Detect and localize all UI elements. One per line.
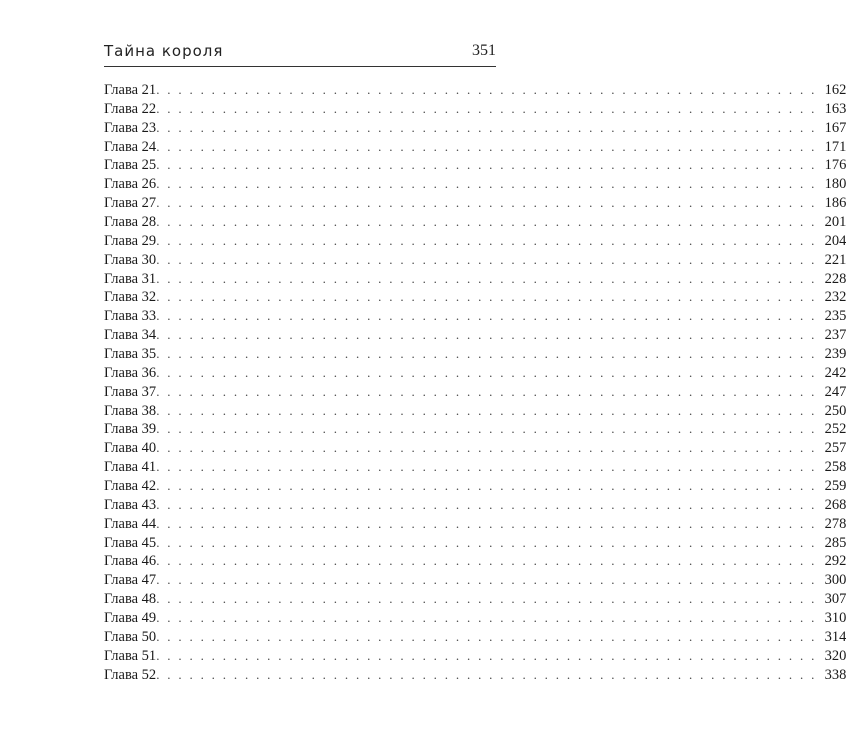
toc-chapter-label: Глава 34 xyxy=(104,327,157,344)
toc-page-number: 201 xyxy=(824,214,846,231)
toc-chapter-label: Глава 26 xyxy=(104,176,157,193)
toc-page-number: 235 xyxy=(824,308,846,325)
toc-page-number: 338 xyxy=(824,666,846,683)
toc-chapter-label: Глава 30 xyxy=(104,251,157,268)
toc-page-number: 228 xyxy=(824,270,846,287)
toc-page-number: 171 xyxy=(824,138,846,155)
toc-entry xyxy=(104,421,846,440)
toc-entry xyxy=(104,308,846,327)
toc-chapter-label: Глава 49 xyxy=(104,610,157,627)
toc-entry xyxy=(104,195,846,214)
toc-page-number: 307 xyxy=(824,591,846,608)
toc-chapter-label: Глава 44 xyxy=(104,515,157,532)
toc-chapter-label: Глава 43 xyxy=(104,496,157,513)
toc-chapter-label: Глава 27 xyxy=(104,195,157,212)
toc-dot-leader: . . . . . . . . . . . . . . . . . . . . . . . . . . . . . . . . . . . . . . . . . . . . . . . . . . . . . . . . . . . . xyxy=(156,119,817,135)
toc-page-number: 314 xyxy=(824,628,846,645)
toc-page-number: 250 xyxy=(824,402,846,419)
toc-page-number: 278 xyxy=(824,515,846,532)
toc-page-number: 258 xyxy=(824,459,846,476)
toc-entry xyxy=(104,327,846,346)
toc-entry xyxy=(104,478,846,497)
toc-entry xyxy=(104,138,846,158)
toc-dot-leader: . . . . . . . . . . . . . . . . . . . . . . . . . . . . . . . . . . . . . . . . . . . . . . . . . . . . . . . . . . . . xyxy=(156,232,817,248)
toc-dot-leader: . . . . . . . . . . . . . . . . . . . . . . . . . . . . . . . . . . . . . . . . . . . . . . . . . . . . . . . . . . . . xyxy=(156,478,817,494)
toc-entry xyxy=(104,440,846,459)
toc-dot-leader: . . . . . . . . . . . . . . . . . . . . . . . . . . . . . . . . . . . . . . . . . . . . . . . . . . . . . . . . . . . . xyxy=(156,251,817,267)
toc-entry xyxy=(104,666,846,686)
toc-entry xyxy=(104,534,846,554)
toc-chapter-label: Глава 40 xyxy=(104,440,157,457)
toc-page-number: 320 xyxy=(824,647,846,664)
toc-dot-leader: . . . . . . . . . . . . . . . . . . . . . . . . . . . . . . . . . . . . . . . . . . . . . . . . . . . . . . . . . . . . xyxy=(156,176,817,192)
toc-page-number: 186 xyxy=(824,195,846,212)
toc-entry xyxy=(104,82,846,101)
toc-chapter-label: Глава 50 xyxy=(104,628,157,645)
toc-dot-leader: . . . . . . . . . . . . . . . . . . . . . . . . . . . . . . . . . . . . . . . . . . . . . . . . . . . . . . . . . . . . xyxy=(156,402,817,418)
toc-dot-leader: . . . . . . . . . . . . . . . . . . . . . . . . . . . . . . . . . . . . . . . . . . . . . . . . . . . . . . . . . . . . xyxy=(156,534,817,550)
toc-dot-leader: . . . . . . . . . . . . . . . . . . . . . . . . . . . . . . . . . . . . . . . . . . . . . . . . . . . . . . . . . . . . xyxy=(156,628,817,644)
toc-chapter-label: Глава 24 xyxy=(104,138,157,155)
toc-chapter-label: Глава 21 xyxy=(104,82,157,98)
header-rule xyxy=(104,66,496,67)
toc-dot-leader: . . . . . . . . . . . . . . . . . . . . . . . . . . . . . . . . . . . . . . . . . . . . . . . . . . . . . . . . . . . . xyxy=(156,610,817,626)
toc-chapter-label: Глава 39 xyxy=(104,421,157,438)
toc-chapter-label: Глава 52 xyxy=(104,666,157,683)
toc-chapter-label: Глава 46 xyxy=(104,553,157,570)
toc-entry xyxy=(104,402,846,422)
toc-page-number: 300 xyxy=(824,572,846,589)
toc-dot-leader: . . . . . . . . . . . . . . . . . . . . . . . . . . . . . . . . . . . . . . . . . . . . . . . . . . . . . . . . . . . . xyxy=(156,666,817,682)
toc-page-number: 247 xyxy=(824,383,846,400)
toc-page-number: 204 xyxy=(824,232,846,249)
toc-dot-leader: . . . . . . . . . . . . . . . . . . . . . . . . . . . . . . . . . . . . . . . . . . . . . . . . . . . . . . . . . . . . xyxy=(156,496,817,512)
toc-chapter-label: Глава 47 xyxy=(104,572,157,589)
toc-chapter-label: Глава 36 xyxy=(104,364,157,381)
toc-chapter-label: Глава 45 xyxy=(104,534,157,551)
toc-entry xyxy=(104,496,846,516)
toc-dot-leader: . . . . . . . . . . . . . . . . . . . . . . . . . . . . . . . . . . . . . . . . . . . . . . . . . . . . . . . . . . . . xyxy=(156,270,817,286)
toc-page-number: 163 xyxy=(824,100,846,117)
toc-chapter-label: Глава 22 xyxy=(104,100,157,117)
toc-entry xyxy=(104,214,846,233)
toc-chapter-label: Глава 28 xyxy=(104,214,157,231)
toc-chapter-label: Глава 48 xyxy=(104,591,157,608)
toc-entry xyxy=(104,383,846,403)
toc-dot-leader: . . . . . . . . . . . . . . . . . . . . . . . . . . . . . . . . . . . . . . . . . . . . . . . . . . . . . . . . . . . . xyxy=(156,82,817,97)
toc-dot-leader: . . . . . . . . . . . . . . . . . . . . . . . . . . . . . . . . . . . . . . . . . . . . . . . . . . . . . . . . . . . . xyxy=(156,289,817,305)
running-head xyxy=(104,42,496,66)
toc-chapter-label: Глава 29 xyxy=(104,232,157,249)
toc-dot-leader: . . . . . . . . . . . . . . . . . . . . . . . . . . . . . . . . . . . . . . . . . . . . . . . . . . . . . . . . . . . . xyxy=(156,591,817,607)
toc-page-number: 180 xyxy=(824,176,846,193)
toc-dot-leader: . . . . . . . . . . . . . . . . . . . . . . . . . . . . . . . . . . . . . . . . . . . . . . . . . . . . . . . . . . . . xyxy=(156,308,817,324)
toc-dot-leader: . . . . . . . . . . . . . . . . . . . . . . . . . . . . . . . . . . . . . . . . . . . . . . . . . . . . . . . . . . . . xyxy=(156,157,817,173)
toc-chapter-label: Глава 42 xyxy=(104,478,157,495)
toc-dot-leader: . . . . . . . . . . . . . . . . . . . . . . . . . . . . . . . . . . . . . . . . . . . . . . . . . . . . . . . . . . . . xyxy=(156,515,817,531)
toc-page-number: 221 xyxy=(824,251,846,268)
toc-page-number: 252 xyxy=(824,421,846,438)
toc-chapter-label: Глава 23 xyxy=(104,119,157,136)
toc-page-number: 310 xyxy=(824,610,846,627)
toc-chapter-label: Глава 38 xyxy=(104,402,157,419)
toc-dot-leader: . . . . . . . . . . . . . . . . . . . . . . . . . . . . . . . . . . . . . . . . . . . . . . . . . . . . . . . . . . . . xyxy=(156,327,817,343)
toc-page-number: 176 xyxy=(824,157,846,174)
page-number: 351 xyxy=(472,42,496,59)
toc-page-number: 292 xyxy=(824,553,846,570)
toc-page-number: 237 xyxy=(824,327,846,344)
toc-chapter-label: Глава 37 xyxy=(104,383,157,400)
toc-page-number: 268 xyxy=(824,496,846,513)
toc-dot-leader: . . . . . . . . . . . . . . . . . . . . . . . . . . . . . . . . . . . . . . . . . . . . . . . . . . . . . . . . . . . . xyxy=(156,100,817,116)
toc-dot-leader: . . . . . . . . . . . . . . . . . . . . . . . . . . . . . . . . . . . . . . . . . . . . . . . . . . . . . . . . . . . . xyxy=(156,459,817,475)
toc-dot-leader: . . . . . . . . . . . . . . . . . . . . . . . . . . . . . . . . . . . . . . . . . . . . . . . . . . . . . . . . . . . . xyxy=(156,214,817,230)
toc-page-number: 239 xyxy=(824,346,846,363)
toc-page-number: 162 xyxy=(824,82,846,98)
toc-chapter-label: Глава 51 xyxy=(104,647,157,664)
toc-entry xyxy=(104,591,846,610)
toc-page-number: 285 xyxy=(824,534,846,551)
toc-dot-leader: . . . . . . . . . . . . . . . . . . . . . . . . . . . . . . . . . . . . . . . . . . . . . . . . . . . . . . . . . . . . xyxy=(156,138,817,154)
toc-page-number: 259 xyxy=(824,478,846,495)
toc-page-number: 232 xyxy=(824,289,846,306)
toc-entry xyxy=(104,251,846,271)
toc-entry xyxy=(104,270,846,290)
toc-dot-leader: . . . . . . . . . . . . . . . . . . . . . . . . . . . . . . . . . . . . . . . . . . . . . . . . . . . . . . . . . . . . xyxy=(156,421,817,437)
toc-entry xyxy=(104,572,846,591)
toc-entry xyxy=(104,232,846,252)
toc-entry xyxy=(104,628,846,648)
toc-entry xyxy=(104,647,846,667)
toc-entry xyxy=(104,610,846,629)
toc-page-number: 257 xyxy=(824,440,846,457)
toc-dot-leader: . . . . . . . . . . . . . . . . . . . . . . . . . . . . . . . . . . . . . . . . . . . . . . . . . . . . . . . . . . . . xyxy=(156,553,817,569)
toc-chapter-label: Глава 35 xyxy=(104,346,157,363)
toc-dot-leader: . . . . . . . . . . . . . . . . . . . . . . . . . . . . . . . . . . . . . . . . . . . . . . . . . . . . . . . . . . . . xyxy=(156,346,817,362)
toc-entry xyxy=(104,346,846,365)
toc-entry xyxy=(104,119,846,139)
book-title: Тайна короля xyxy=(104,42,224,60)
toc-entry xyxy=(104,515,846,535)
toc-entry xyxy=(104,553,846,572)
toc-chapter-label: Глава 41 xyxy=(104,459,157,476)
table-of-contents xyxy=(104,82,846,686)
toc-entry xyxy=(104,459,846,478)
toc-dot-leader: . . . . . . . . . . . . . . . . . . . . . . . . . . . . . . . . . . . . . . . . . . . . . . . . . . . . . . . . . . . . xyxy=(156,383,817,399)
toc-dot-leader: . . . . . . . . . . . . . . . . . . . . . . . . . . . . . . . . . . . . . . . . . . . . . . . . . . . . . . . . . . . . xyxy=(156,572,817,588)
toc-dot-leader: . . . . . . . . . . . . . . . . . . . . . . . . . . . . . . . . . . . . . . . . . . . . . . . . . . . . . . . . . . . . xyxy=(156,647,817,663)
toc-dot-leader: . . . . . . . . . . . . . . . . . . . . . . . . . . . . . . . . . . . . . . . . . . . . . . . . . . . . . . . . . . . . xyxy=(156,364,817,380)
toc-page-number: 242 xyxy=(824,364,846,381)
toc-dot-leader: . . . . . . . . . . . . . . . . . . . . . . . . . . . . . . . . . . . . . . . . . . . . . . . . . . . . . . . . . . . . xyxy=(156,440,817,456)
toc-entry xyxy=(104,100,846,120)
toc-chapter-label: Глава 25 xyxy=(104,157,157,174)
toc-entry xyxy=(104,364,846,384)
toc-chapter-label: Глава 33 xyxy=(104,308,157,325)
toc-chapter-label: Глава 32 xyxy=(104,289,157,306)
toc-dot-leader: . . . . . . . . . . . . . . . . . . . . . . . . . . . . . . . . . . . . . . . . . . . . . . . . . . . . . . . . . . . . xyxy=(156,195,817,211)
toc-chapter-label: Глава 31 xyxy=(104,270,157,287)
toc-entry xyxy=(104,157,846,176)
toc-entry xyxy=(104,176,846,195)
toc-page-number: 167 xyxy=(824,119,846,136)
toc-entry xyxy=(104,289,846,308)
